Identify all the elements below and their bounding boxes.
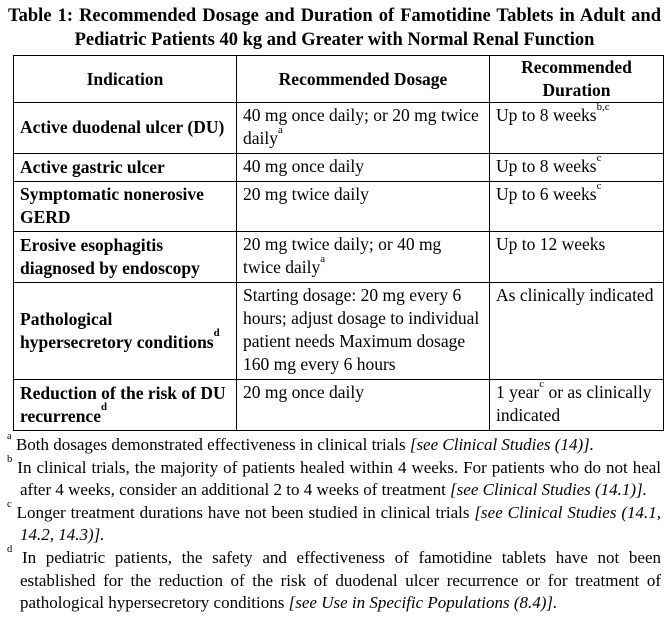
text-segment: In clinical trials, the majority of patients healed within 4 weeks. For patients who do not heal after 4 weeks, consider an additional 2 to 4 weeks of treatment	[17, 457, 662, 500]
dosage-table	[13, 55, 664, 431]
duration-cell	[490, 377, 664, 431]
duration-cell	[490, 179, 664, 232]
dosage-cell	[237, 103, 490, 154]
header-recommended-duration: Recommended Duration	[490, 56, 664, 103]
header-recommended-dosage: Recommended Dosage	[237, 56, 490, 103]
text-segment: 40 mg once daily	[243, 156, 365, 176]
footnote-reference-sup: a	[320, 252, 326, 265]
table-row	[14, 380, 664, 431]
text-segment: Longer treatment durations have not been studied in clinical trials	[16, 502, 475, 522]
italic-citation: [see Clinical Studies (14.1, 14.2, 14.3)].	[20, 502, 661, 545]
text-segment: Pathological hypersecretory conditions	[20, 308, 214, 352]
footnote	[7, 543, 662, 615]
duration-cell	[490, 232, 664, 283]
text-segment: 20 mg twice daily; or 40 mg twice daily	[243, 234, 442, 277]
text-segment: Starting dosage: 20 mg every 6 hours; adjust dosage to individual patient needs Maximum dosage 160 mg every 6 hours	[243, 285, 480, 374]
table-row	[14, 154, 664, 182]
duration-cell	[490, 283, 664, 380]
table-row	[14, 283, 664, 380]
dosage-cell	[237, 182, 490, 232]
footnote-reference-sup: b,c	[596, 100, 610, 113]
dosage-cell	[237, 380, 490, 431]
text-segment: Active gastric ulcer	[20, 156, 165, 177]
text-segment: Both dosages demonstrated effectiveness in clinical trials	[15, 435, 410, 454]
table-title	[8, 4, 661, 52]
footnote-marker: a	[7, 430, 12, 442]
footnote-reference-sup: c	[596, 151, 602, 164]
text-segment: In pediatric patients, the safety and effectiveness of famotidine tablets have not been established for the reduction of the risk of duodenal ulcer recurrence or for treatment of pathological hypersecretory conditions	[20, 547, 662, 613]
footnote-reference-sup: c	[539, 377, 545, 390]
indication-cell	[14, 103, 237, 154]
text-segment: Up to 8 weeks	[496, 156, 597, 176]
italic-citation: [see Use in Specific Populations (8.4)].	[288, 593, 558, 613]
text-segment: 20 mg once daily	[243, 382, 365, 402]
footnote-marker: d	[7, 543, 13, 555]
dosage-cell	[237, 283, 490, 380]
table-title-line1: Table 1: Recommended Dosage and Duration of Famotidine Tablets in Adult and	[8, 6, 661, 26]
dosage-cell	[237, 232, 490, 283]
text-segment: Up to 8 weeks	[496, 105, 597, 125]
indication-cell	[14, 182, 237, 232]
header-indication: Indication	[14, 56, 237, 103]
table-row	[14, 182, 664, 232]
table-row	[14, 103, 664, 154]
text-segment: Up to 6 weeks	[496, 184, 597, 204]
text-segment: 1 year	[496, 382, 540, 402]
table-row	[14, 232, 664, 283]
text-segment: or as clinically indicated	[496, 382, 652, 425]
text-segment: Up to 12 weeks	[496, 234, 606, 254]
footnote-reference-sup: d	[213, 327, 220, 340]
footnote-reference-sup: d	[100, 401, 108, 414]
indication-cell	[14, 232, 237, 283]
indication-cell	[14, 154, 237, 182]
footnote	[7, 430, 661, 457]
text-segment: Active duodenal ulcer (DU)	[20, 117, 225, 137]
footnote	[7, 498, 661, 547]
table-header-row	[14, 56, 664, 103]
italic-citation: [see Clinical Studies (14)].	[409, 435, 594, 454]
text-segment: Reduction of the risk of DU recurrence	[20, 382, 226, 426]
italic-citation: [see Clinical Studies (14.1)].	[450, 480, 647, 500]
footnote-marker: c	[7, 498, 12, 510]
table-title-line2: Pediatric Patients 40 kg and Greater with Normal Renal Function	[74, 30, 595, 50]
indication-cell	[14, 380, 237, 431]
indication-cell	[14, 283, 237, 380]
text-segment: 40 mg once daily; or 20 mg twice daily	[243, 105, 479, 148]
footnote-reference-sup: c	[596, 179, 602, 192]
text-segment: 20 mg twice daily	[243, 184, 369, 204]
footnote	[7, 453, 662, 502]
duration-cell	[490, 151, 664, 182]
duration-cell	[490, 100, 664, 154]
footnotes	[7, 430, 662, 615]
text-segment: Erosive esophagitis diagnosed by endoscopy	[20, 234, 200, 278]
dosage-cell	[237, 154, 490, 182]
footnote-marker: b	[7, 453, 13, 465]
text-segment: As clinically indicated	[496, 285, 654, 305]
footnote-reference-sup: a	[278, 123, 283, 136]
text-segment: Symptomatic nonerosive GERD	[20, 184, 204, 227]
